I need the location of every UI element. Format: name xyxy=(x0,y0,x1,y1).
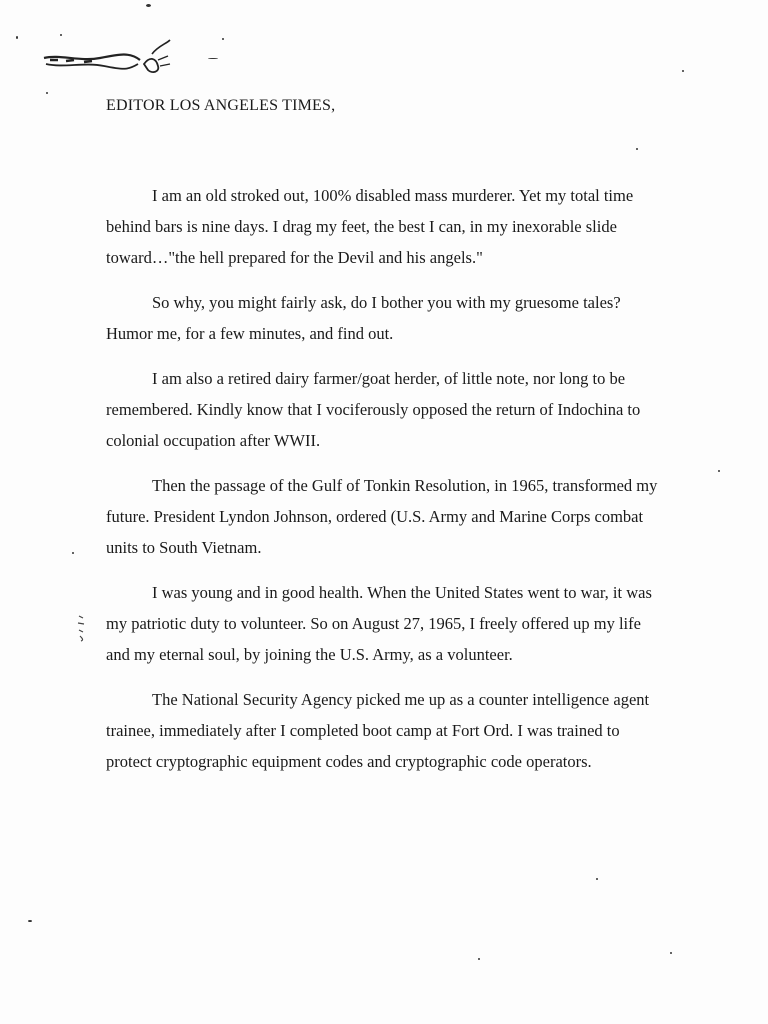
scan-speck xyxy=(670,952,672,954)
paragraph-4: Then the passage of the Gulf of Tonkin Resolution, in 1965, transformed my future. President Lyndon Johnson, ordered (U.S. Army and Marine Corps combat units to South Vietnam. xyxy=(106,476,658,557)
paragraph-6: The National Security Agency picked me up as a counter intelligence agent trainee, immediately after I completed boot camp at Fort Ord. I was trained to protect cryptographic equipment codes and cryptographic code operators. xyxy=(106,690,650,771)
paragraph-1: I am an old stroked out, 100% disabled mass murderer. Yet my total time behind bars is nine days. I drag my feet, the best I can, in my inexorable slide toward…"the hell prepared for the Devil and his angels." xyxy=(106,186,634,267)
margin-scribble-mark xyxy=(76,614,86,642)
scan-speck xyxy=(208,58,218,59)
scan-speck xyxy=(596,878,598,880)
scan-speck xyxy=(636,148,638,150)
scan-speck xyxy=(28,920,32,922)
paragraph-3: I am also a retired dairy farmer/goat herder, of little note, nor long to be remembered. Kindly know that I vociferously opposed the return of Indochina to colonial occupation after WWII. xyxy=(106,369,641,450)
scan-speck xyxy=(46,92,48,94)
scan-speck xyxy=(146,4,151,7)
paragraph-2: So why, you might fairly ask, do I bother you with my gruesome tales? Humor me, for a few minutes, and find out. xyxy=(106,293,621,343)
letter-heading: EDITOR LOS ANGELES TIMES, xyxy=(106,97,336,114)
paragraph-5: I was young and in good health. When the United States went to war, it was my patriotic duty to volunteer. So on August 27, 1965, I freely offered up my life and my eternal soul, by joining the U.S. Army, as a volunteer. xyxy=(106,583,652,664)
handwritten-scribble-mark xyxy=(40,36,180,80)
scan-speck xyxy=(478,958,480,960)
scan-speck xyxy=(682,70,684,72)
scan-speck xyxy=(16,36,18,39)
scan-speck xyxy=(72,552,74,554)
scan-speck xyxy=(718,470,720,472)
scan-speck xyxy=(60,34,62,36)
letter-body xyxy=(106,180,666,791)
scan-speck xyxy=(222,38,224,40)
